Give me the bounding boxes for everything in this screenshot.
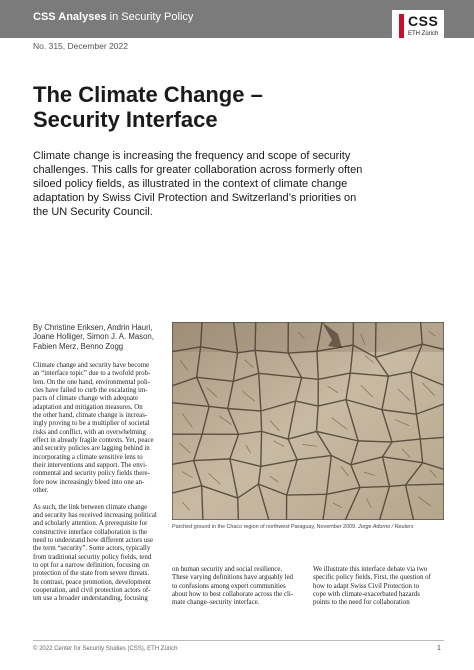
- page-number: 1: [437, 645, 441, 652]
- title-line: Security Interface: [33, 107, 218, 132]
- text-line: points to the need for collaboration: [313, 599, 410, 607]
- text-line: and security has received increasing political: [33, 511, 157, 519]
- caption-text: Parched ground in the Chaco region of northwest Paraguay, November 2009.: [172, 524, 357, 530]
- footer-divider: [33, 640, 444, 641]
- text-line: We illustrate this interface debate via two: [313, 566, 428, 573]
- abstract-line: siloed policy fields, as illustrated in the context of climate change: [33, 178, 348, 190]
- text-line: risks and conflict, with an overwhelming: [33, 428, 146, 436]
- body-column-1: [33, 362, 167, 604]
- authors-line: By Christine Eriksen, Andrin Hauri,: [33, 323, 153, 332]
- text-line: protection of the state from severe threats.: [33, 570, 150, 578]
- body-column-3: [313, 566, 444, 608]
- footer-copyright: © 2022 Center for Security Studies (CSS), ETH Zürich: [33, 646, 178, 652]
- body-column-2: [172, 566, 305, 608]
- abstract-line: challenges. This calls for greater collaboration across formerly often: [33, 164, 363, 176]
- text-line: and scholarly attention. A prerequisite for: [33, 520, 148, 528]
- text-line: on human security and social resilience.: [172, 566, 283, 573]
- text-line: lem. On the one hand, environmental poli-: [33, 378, 151, 386]
- text-line: need to understand how different actors use: [33, 536, 154, 544]
- text-line: how to adapt Swiss Civil Protection to: [313, 582, 420, 590]
- caption-credit: Jorge Adorno / Reuters: [358, 524, 414, 530]
- text-line: to opt for a narrow definition, focusing on: [33, 561, 149, 569]
- abstract: [33, 149, 363, 219]
- authors-line: Fabien Merz, Benno Zogg: [33, 341, 124, 351]
- abstract-line: the UN Security Council.: [33, 206, 153, 218]
- text-line: ingly proving to be a multiplier of societal: [33, 420, 150, 428]
- series-title: [33, 11, 193, 23]
- text-line: pacts of climate change with adequate: [33, 395, 139, 403]
- title-line: The Climate Change –: [33, 82, 263, 107]
- logo-subtitle: ETH Zürich: [408, 31, 439, 37]
- text-line: effect in already fragile contexts. Yet, peace: [33, 437, 154, 445]
- photo-caption: [172, 524, 444, 530]
- text-line: cooperation, and civil protection actors of-: [33, 586, 151, 594]
- logo-accent-bar: [399, 14, 404, 38]
- text-line: other.: [33, 487, 49, 495]
- text-line: As such, the link between climate change: [33, 503, 148, 511]
- text-line: specific policy fields. First, the question of: [313, 574, 431, 582]
- text-line: Climate change and security have become: [33, 362, 150, 369]
- text-line: incorporating a climate sensitive lens to: [33, 453, 143, 461]
- text-line: the term “security”. Some actors, typically: [33, 545, 151, 553]
- paragraph-1: [33, 362, 167, 496]
- text-line: ten use a broader understanding, focusing: [33, 595, 148, 603]
- cracked-ground-image: [172, 322, 444, 520]
- issue-number: No. 315, December 2022: [33, 41, 128, 51]
- text-line: an “interface topic” due to a twofold prob-: [33, 370, 151, 378]
- text-line: about how to best collaborate across the cli-: [172, 591, 294, 599]
- text-line: constructive interface collaboration is the: [33, 528, 148, 536]
- text-line: These varying definitions have arguably led: [172, 574, 293, 582]
- cracked-ground-photo: [172, 322, 444, 520]
- page-title: [33, 82, 333, 132]
- authors: [33, 323, 168, 351]
- text-line: and security policies are lagging behind in: [33, 445, 150, 453]
- text-line: fore now increasingly bleed into one an-: [33, 478, 145, 486]
- text-line: adaptation and mitigation measures. On: [33, 403, 143, 411]
- text-line: ronmental and security policy fields there-: [33, 470, 150, 478]
- text-line: cope with climate-exacerbated hazards: [313, 591, 420, 599]
- paragraph-2: [33, 504, 167, 604]
- abstract-line: Climate change is increasing the frequency and scope of security: [33, 150, 351, 162]
- text-line: to confusions among expert communities: [172, 582, 286, 590]
- text-line: the other hand, climate change is increas-: [33, 412, 148, 420]
- text-line: cies have failed to curb the escalating im-: [33, 387, 148, 395]
- authors-line: Joane Holliger, Simon J. A. Mason,: [33, 332, 154, 342]
- logo-text: CSS: [408, 13, 439, 29]
- text-line: their interventions and support. The envi-: [33, 462, 148, 470]
- text-line: mate change–security interface.: [172, 599, 260, 607]
- series-rest: in Security Policy: [106, 11, 194, 23]
- text-line: from traditional security policy fields, tend: [33, 553, 152, 561]
- series-bold: CSS Analyses: [33, 11, 107, 23]
- abstract-line: adaptation by Swiss Civil Protection and Switzerland’s priorities on: [33, 192, 357, 204]
- text-line: In contrast, peace promotion, development: [33, 578, 151, 586]
